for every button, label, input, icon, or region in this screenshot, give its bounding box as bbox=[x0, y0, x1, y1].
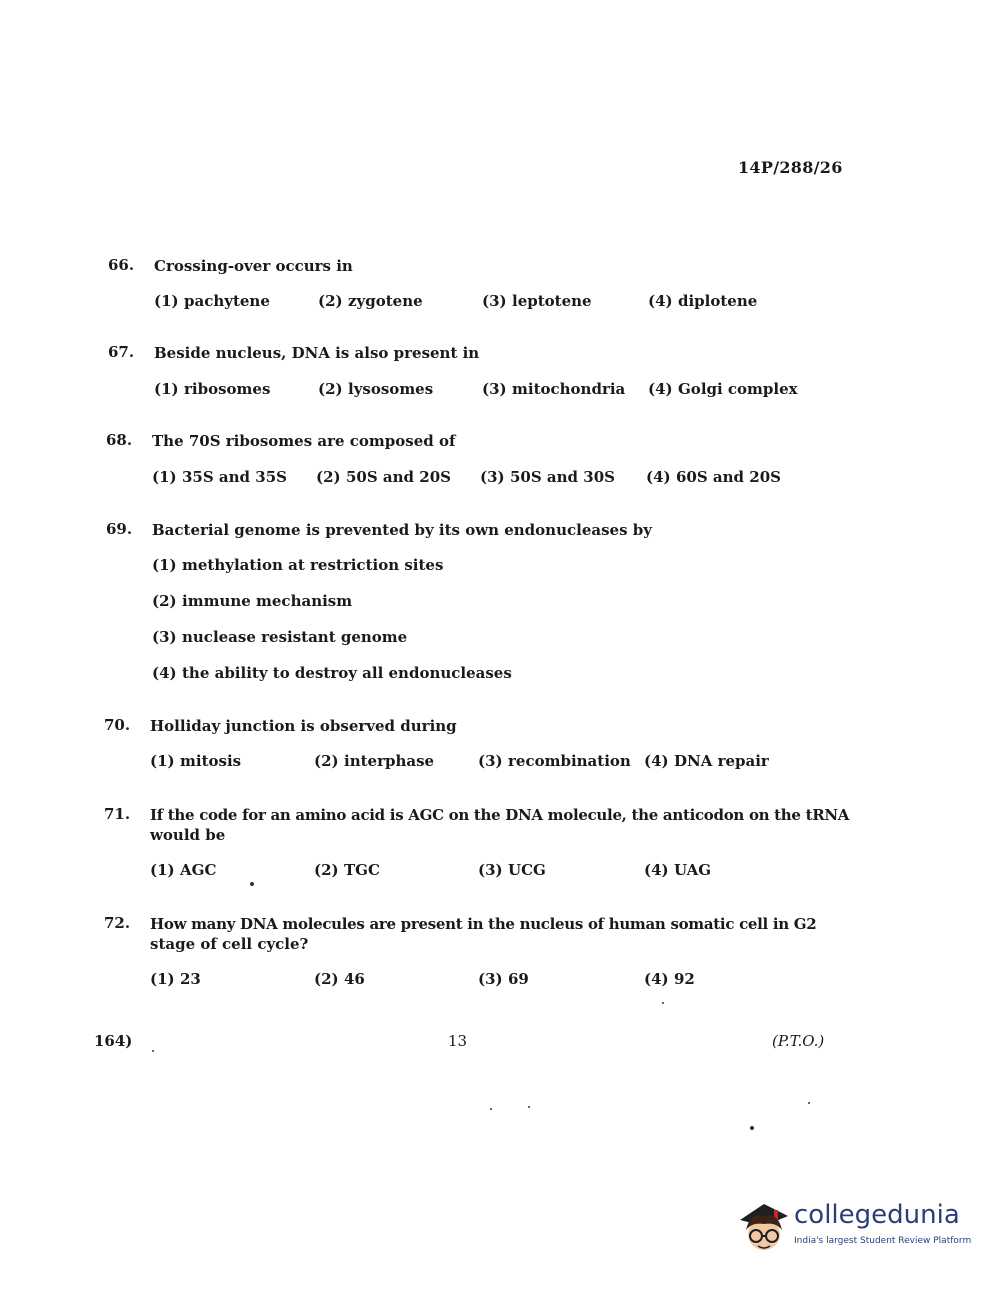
option-2[interactable]: (2) TGC bbox=[314, 861, 380, 879]
brand-tagline: India's largest Student Review Platform bbox=[794, 1236, 972, 1246]
question-number: 71. bbox=[104, 805, 131, 823]
option-4[interactable]: (4) DNA repair bbox=[644, 752, 769, 770]
question-text-line-2: would be bbox=[150, 826, 226, 844]
question-text: Beside nucleus, DNA is also present in bbox=[154, 344, 480, 362]
option-3[interactable]: (3) 69 bbox=[478, 970, 529, 988]
option-4[interactable]: (4) the ability to destroy all endonucleases bbox=[152, 664, 512, 682]
option-2[interactable]: (2) 50S and 20S bbox=[316, 468, 451, 486]
pto-note: (P.T.O.) bbox=[772, 1032, 825, 1050]
question-number: 69. bbox=[106, 520, 133, 538]
brand-name: collegedunia bbox=[794, 1200, 960, 1230]
option-2[interactable]: (2) interphase bbox=[314, 752, 435, 770]
paper-code: 14P/288/26 bbox=[738, 158, 843, 177]
option-4[interactable]: (4) 60S and 20S bbox=[646, 468, 781, 486]
question-number: 68. bbox=[106, 431, 133, 449]
footer-left-code: 164) bbox=[94, 1032, 133, 1050]
scan-speck bbox=[152, 1050, 154, 1052]
question-68 bbox=[106, 431, 806, 491]
options-row bbox=[150, 752, 850, 774]
option-2[interactable]: (2) immune mechanism bbox=[152, 592, 353, 610]
option-4[interactable]: (4) 92 bbox=[644, 970, 695, 988]
option-2[interactable]: (2) lysosomes bbox=[318, 380, 434, 398]
scan-speck bbox=[662, 1002, 664, 1004]
option-4[interactable]: (4) Golgi complex bbox=[648, 380, 798, 398]
option-1[interactable]: (1) ribosomes bbox=[154, 380, 271, 398]
option-3[interactable]: (3) nuclease resistant genome bbox=[152, 628, 408, 646]
question-72 bbox=[104, 914, 844, 994]
question-71 bbox=[104, 805, 850, 885]
scan-speck bbox=[250, 882, 254, 886]
mascot-icon bbox=[736, 1196, 792, 1256]
question-number: 72. bbox=[104, 914, 131, 932]
option-4[interactable]: (4) UAG bbox=[644, 861, 712, 879]
option-3[interactable]: (3) recombination bbox=[478, 752, 631, 770]
question-number: 67. bbox=[108, 343, 135, 361]
page-number: 13 bbox=[448, 1032, 468, 1050]
option-3[interactable]: (3) leptotene bbox=[482, 292, 592, 310]
option-4[interactable]: (4) diplotene bbox=[648, 292, 758, 310]
options-row bbox=[152, 468, 852, 490]
question-text-line-2: stage of cell cycle? bbox=[150, 935, 309, 953]
option-3[interactable]: (3) mitochondria bbox=[482, 380, 626, 398]
question-text: Bacterial genome is prevented by its own endonucleases by bbox=[152, 521, 652, 539]
scan-speck bbox=[808, 1102, 810, 1104]
option-1[interactable]: (1) 35S and 35S bbox=[152, 468, 287, 486]
question-69 bbox=[106, 520, 806, 690]
option-2[interactable]: (2) 46 bbox=[314, 970, 365, 988]
question-text-line-1: How many DNA molecules are present in the nucleus of human somatic cell in G2 bbox=[150, 915, 817, 933]
question-text: Crossing-over occurs in bbox=[154, 257, 353, 275]
option-1[interactable]: (1) pachytene bbox=[154, 292, 270, 310]
scan-speck bbox=[750, 1126, 754, 1130]
options-row bbox=[154, 380, 854, 402]
question-70 bbox=[104, 716, 804, 776]
option-3[interactable]: (3) 50S and 30S bbox=[480, 468, 615, 486]
question-text-line-1: If the code for an amino acid is AGC on the DNA molecule, the anticodon on the tRNA bbox=[150, 806, 850, 824]
options-row bbox=[154, 292, 854, 314]
question-67 bbox=[108, 343, 808, 403]
question-number: 66. bbox=[108, 256, 135, 274]
option-3[interactable]: (3) UCG bbox=[478, 861, 546, 879]
scan-speck bbox=[528, 1106, 530, 1108]
question-number: 70. bbox=[104, 716, 131, 734]
option-2[interactable]: (2) zygotene bbox=[318, 292, 423, 310]
collegedunia-watermark bbox=[736, 1196, 972, 1258]
options-row bbox=[150, 861, 850, 883]
options-row bbox=[150, 970, 850, 992]
option-1[interactable]: (1) 23 bbox=[150, 970, 201, 988]
option-1[interactable]: (1) AGC bbox=[150, 861, 217, 879]
question-text: The 70S ribosomes are composed of bbox=[152, 432, 456, 450]
question-66 bbox=[108, 256, 808, 316]
option-1[interactable]: (1) methylation at restriction sites bbox=[152, 556, 444, 574]
option-1[interactable]: (1) mitosis bbox=[150, 752, 242, 770]
scan-speck bbox=[490, 1108, 492, 1110]
question-text: Holliday junction is observed during bbox=[150, 717, 457, 735]
